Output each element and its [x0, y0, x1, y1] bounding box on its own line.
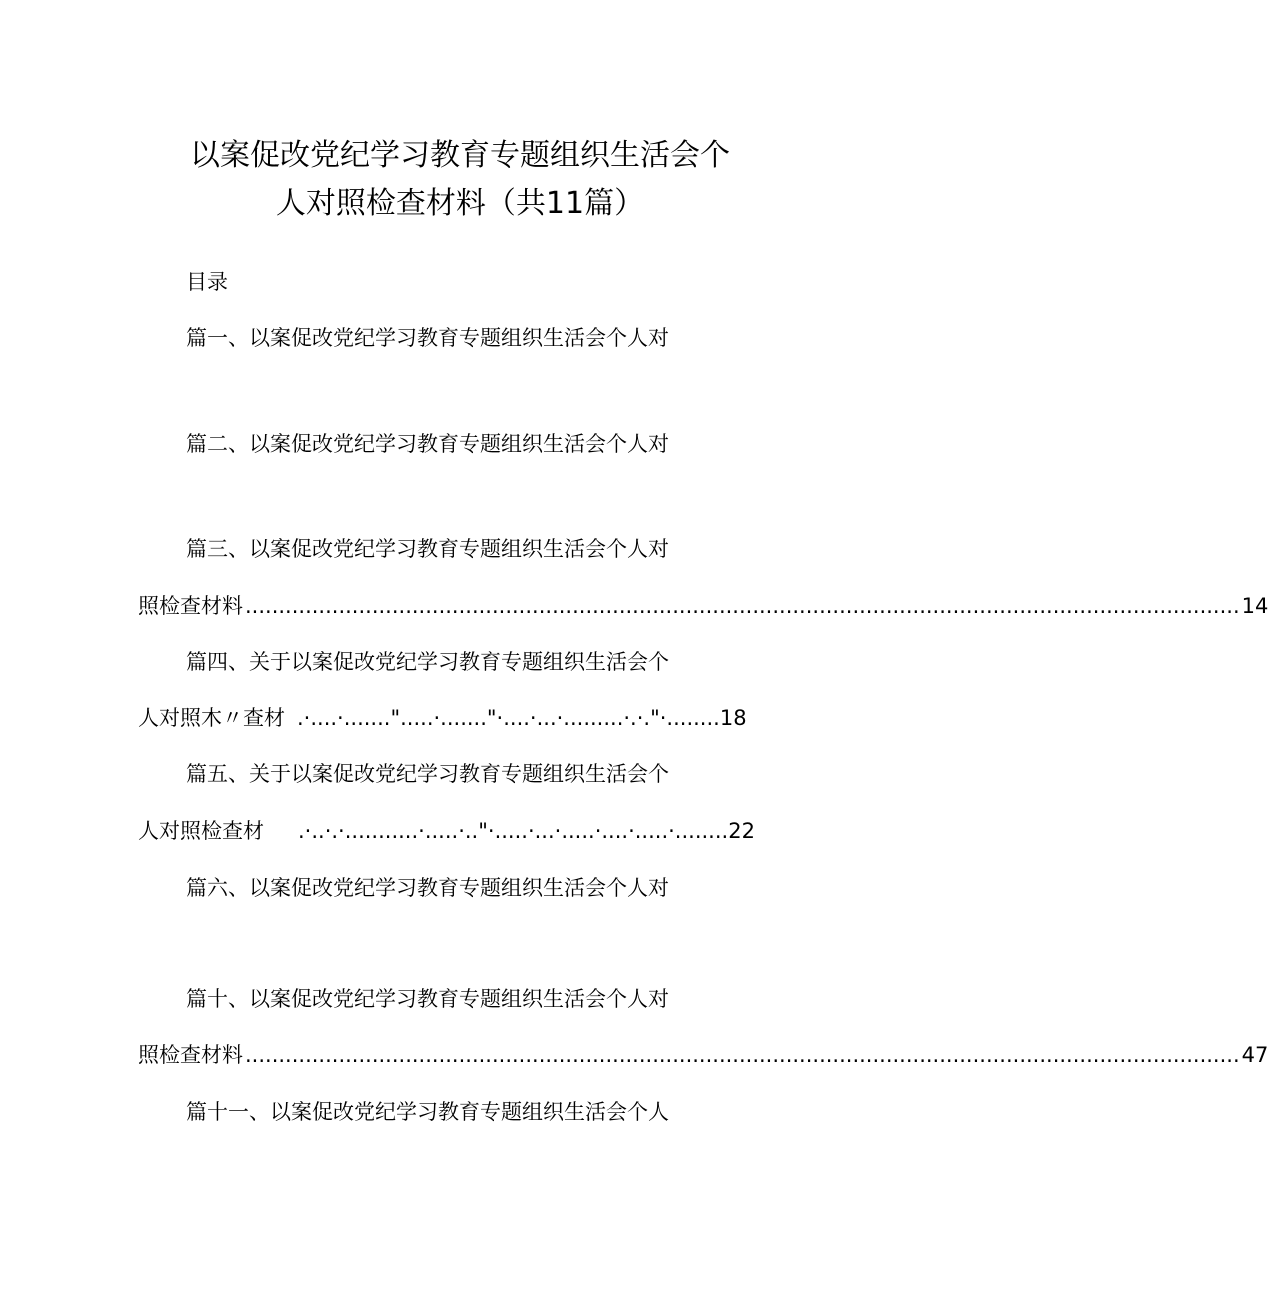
toc-entry-3: 篇三、以案促改党纪学习教育专题组织生活会个人对 [186, 537, 669, 561]
toc-entry-4-leader: .·....·.......".....·......."·....·...·.........·.·."·........ [297, 706, 720, 730]
dot-leader: ..................................................................................................................................................... [245, 594, 1240, 618]
toc-entry-2: 篇二、以案促改党纪学习教育专题组织生活会个人对 [186, 432, 669, 456]
toc-entry-7: 篇十、以案促改党纪学习教育专题组织生活会个人对 [186, 987, 669, 1011]
document-title-line-1: 以案促改党纪学习教育专题组织生活会个 [190, 138, 730, 173]
document-title-line-2: 人对照检查材料（共11篇） [275, 186, 645, 221]
toc-entry-3-continuation [138, 592, 1268, 620]
toc-entry-3-text: 照检查材料 [138, 594, 243, 618]
toc-heading: 目录 [186, 270, 228, 294]
toc-entry-7-continuation [138, 1041, 1268, 1069]
toc-entry-8: 篇十一、以案促改党纪学习教育专题组织生活会个人 [186, 1100, 669, 1124]
toc-entry-6: 篇六、以案促改党纪学习教育专题组织生活会个人对 [186, 876, 669, 900]
toc-entry-7-page-number: 47 [1241, 1043, 1268, 1067]
dot-leader: ..................................................................................................................................................... [245, 1043, 1240, 1067]
toc-entry-5-page-number: 22 [728, 819, 755, 843]
toc-entry-1: 篇一、以案促改党纪学习教育专题组织生活会个人对 [186, 326, 669, 350]
toc-entry-4-page-number: 18 [719, 706, 747, 730]
toc-entry-4: 篇四、关于以案促改党纪学习教育专题组织生活会个 [186, 650, 669, 674]
toc-entry-7-text: 照检查材料 [138, 1043, 243, 1067]
toc-entry-5-leader: .·..·.·...........·.....·.."·.....·...·.....·....·.....·........ [298, 819, 729, 843]
toc-entry-5: 篇五、关于以案促改党纪学习教育专题组织生活会个 [186, 762, 669, 786]
toc-entry-3-page-number: 14 [1241, 594, 1268, 618]
toc-entry-4-text: 人对照木〃查材 [138, 706, 285, 730]
toc-entry-4-continuation [138, 704, 747, 732]
toc-entry-5-text: 人对照检查材 [138, 819, 264, 843]
toc-entry-5-continuation [138, 817, 755, 845]
